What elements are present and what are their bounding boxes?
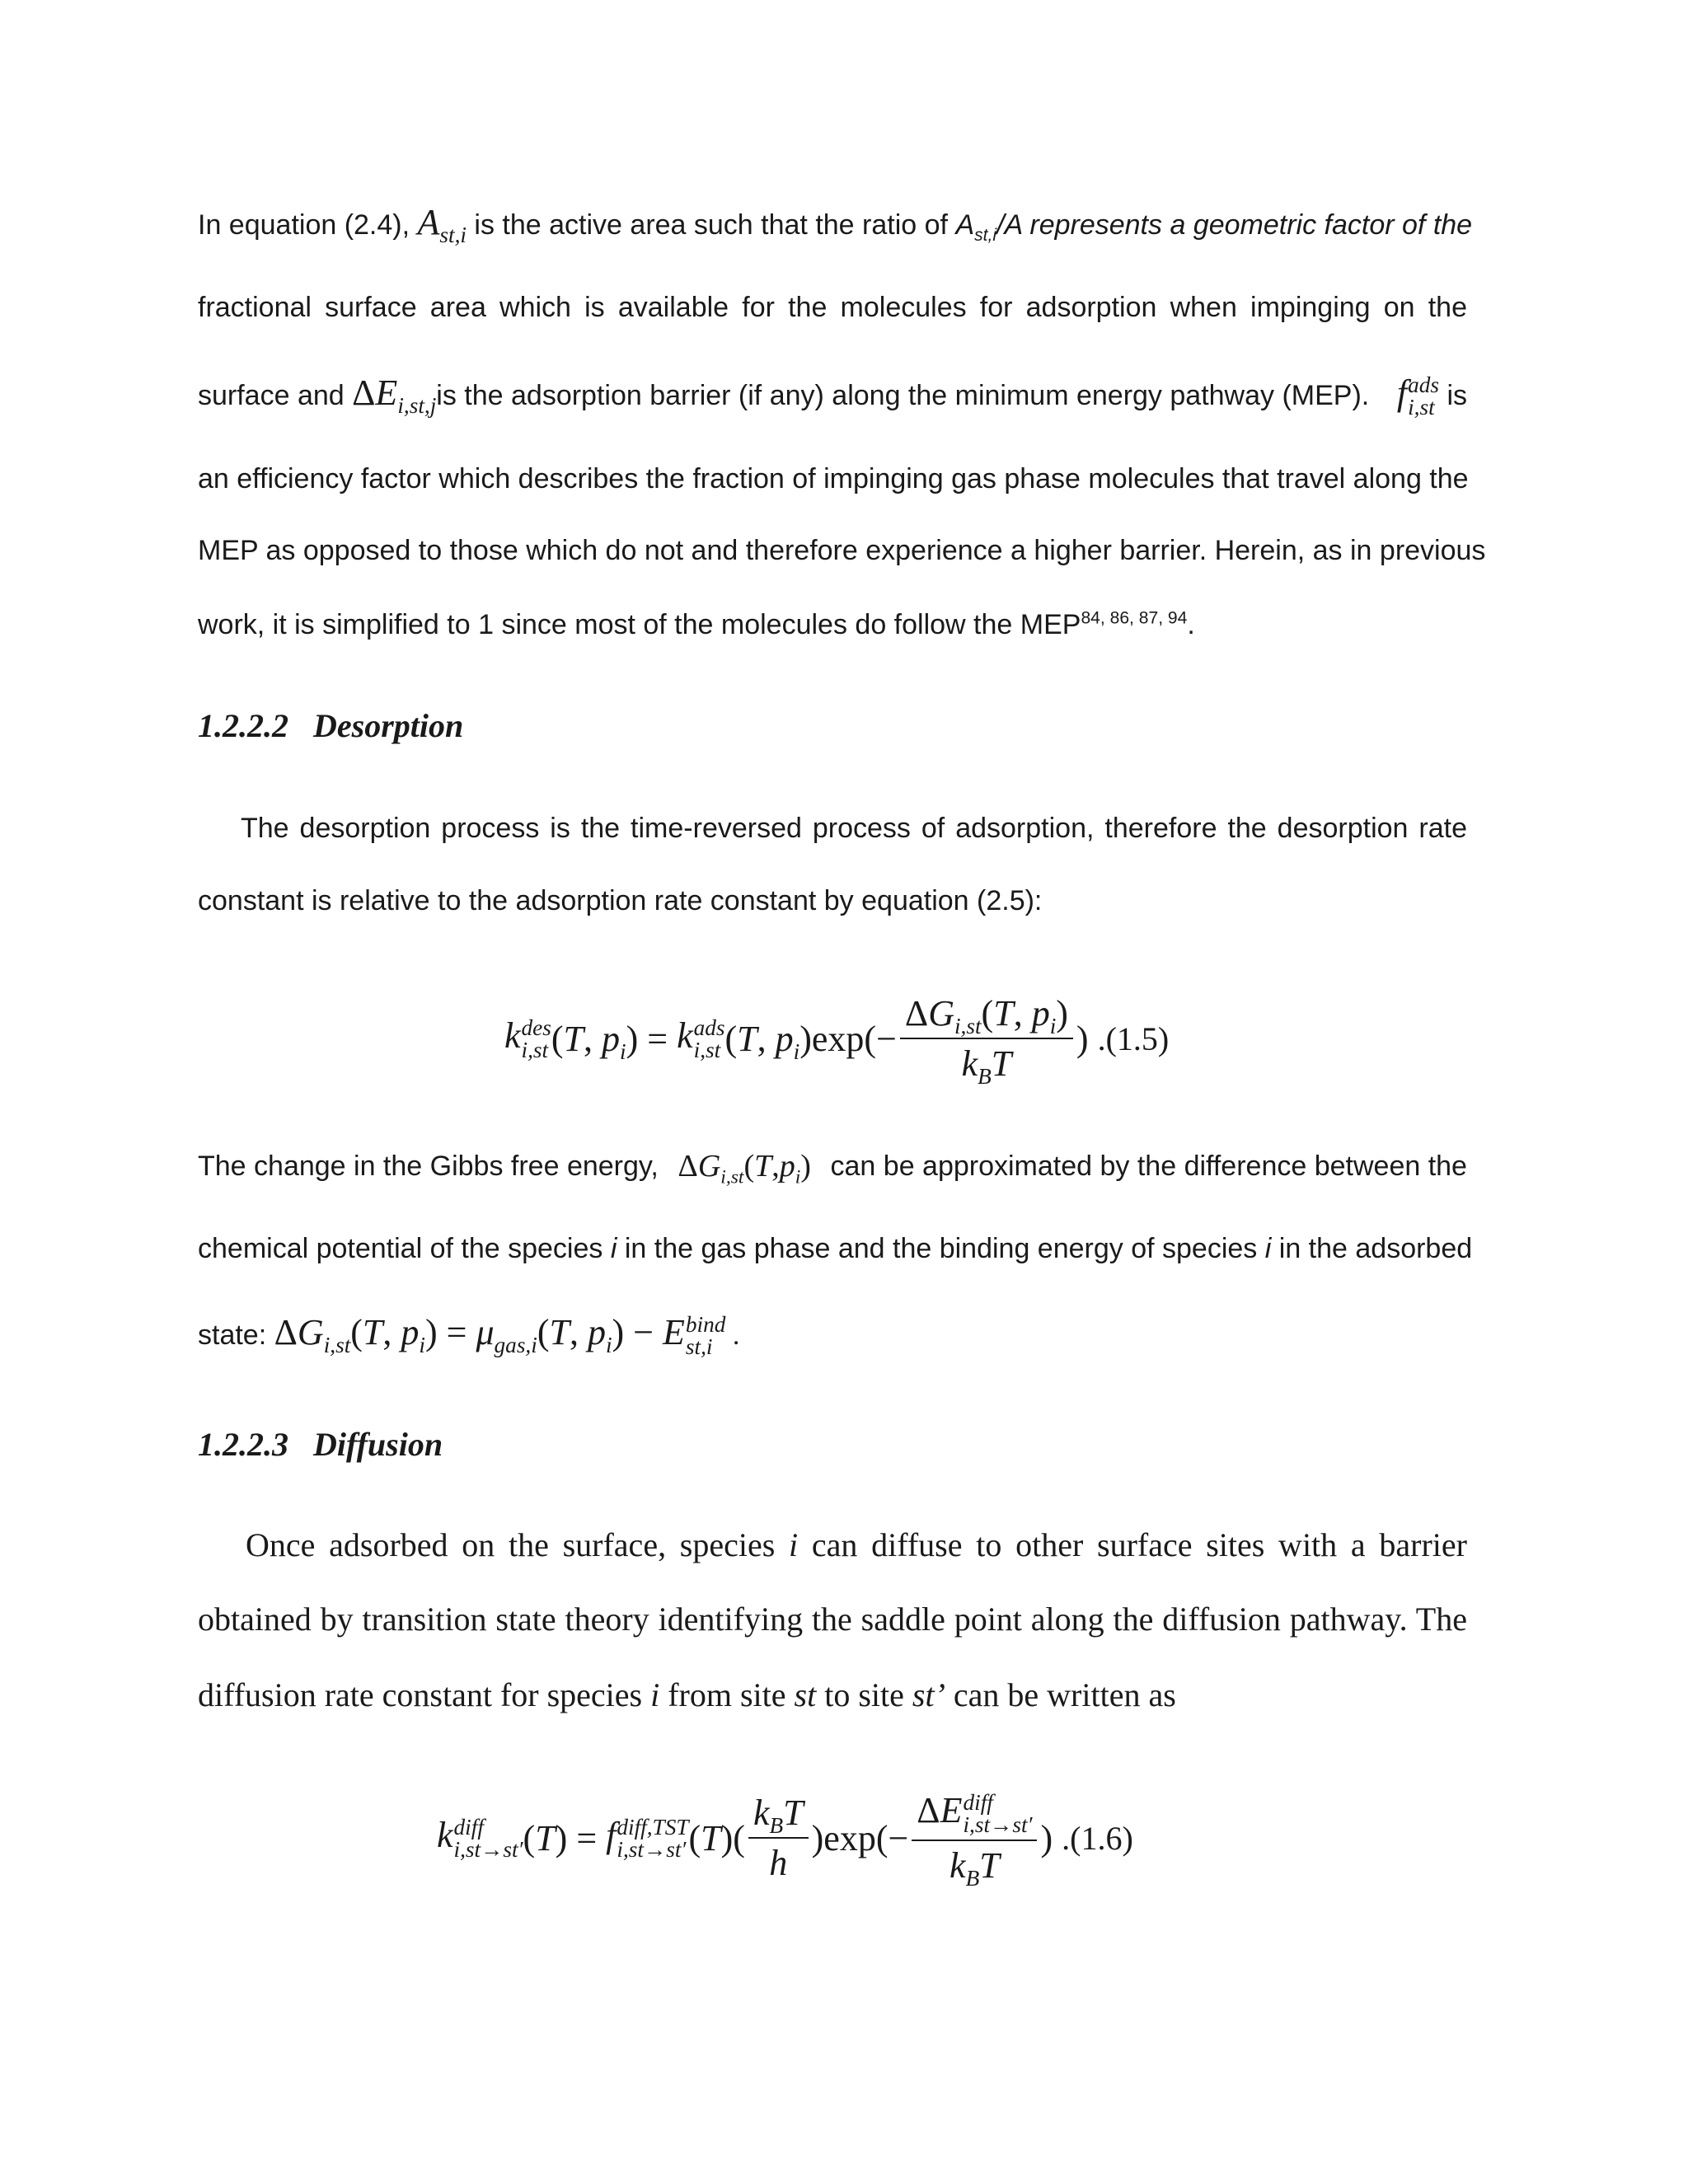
section-title: Diffusion [313, 1426, 443, 1463]
text-span: can be written as [945, 1676, 1176, 1713]
text-span: /A represents a geometric factor of the [996, 209, 1473, 241]
text-span: chemical potential of the species [198, 1233, 611, 1264]
text-span: st’ [912, 1676, 945, 1713]
paragraph-4-line-1 [246, 1525, 1467, 1566]
math-area-active: $A_{st,i}$ [417, 202, 467, 247]
section-heading-diffusion [198, 1424, 443, 1465]
text-span: work, it is simplified to 1 since most of the molecules do follow the MEP [198, 609, 1081, 640]
text-span: can diffuse to other surface sites with a barrier [798, 1526, 1467, 1563]
paragraph-1-line-1 [198, 202, 1473, 247]
text-span: A [955, 209, 975, 241]
section-number: 1.2.2.3 [198, 1426, 288, 1463]
text-span: from site [659, 1676, 795, 1713]
math-gibbs-delta: $\Delta G_{i,st}(T,p_i)$ [678, 1149, 811, 1188]
text-span: in the gas phase and the binding energy of species [617, 1233, 1265, 1264]
text-span: is the active area such that the ratio of [466, 209, 956, 241]
fraction: $\frac{\Delta G_{i,st}(T, p_i)}{k_BT}$ [900, 992, 1073, 1085]
math-gibbs-equation: $\Delta G_{i,st}(T$, $p_i) = \mu_{gas,i}(T$, $p_i) - E$ bind st,i [274, 1311, 726, 1359]
text-span: i [610, 1233, 617, 1264]
text-span: diffusion rate constant for species [198, 1676, 651, 1713]
paragraph-1-line-6 [198, 604, 1467, 645]
paragraph-3-line-1 [198, 1146, 1467, 1187]
text-span: In equation (2.4), [198, 209, 418, 241]
text-span: i [650, 1676, 660, 1713]
paragraph-4-line-3 [198, 1675, 1467, 1716]
citation-refs: 84, 86, 87, 94 [1081, 608, 1188, 628]
section-number: 1.2.2.2 [198, 707, 288, 744]
text-span: st [794, 1676, 817, 1713]
fraction: $\frac{k_BT}{h}$ [748, 1792, 809, 1884]
paragraph-1-line-5: MEP as opposed to those which do not and therefore experience a higher barrier. Herein, as in previous [198, 535, 1486, 566]
text-span: state: [198, 1319, 274, 1351]
paragraph-3-line-2 [198, 1228, 1473, 1269]
paragraph-1-line-4: an efficiency factor which describes the fraction of impinging gas phase molecules that travel along the [198, 463, 1469, 494]
paragraph-4-line-2: obtained by transition state theory identifying the saddle point along the diffusion pathway. The [198, 1601, 1467, 1638]
paragraph-2-line-1: The desorption process is the time-reversed process of adsorption, therefore the desorption rate [241, 813, 1467, 844]
text-span: The change in the Gibbs free energy, [198, 1151, 659, 1182]
fraction: ΔE diff i,st→st′ $k_BT$ [912, 1789, 1037, 1886]
text-span: Once adsorbed on the surface, species [246, 1526, 790, 1563]
text-span: can be approximated by the difference between the [830, 1151, 1467, 1182]
equation-number: .(1.6) [1062, 1819, 1133, 1857]
math-adsorption-barrier: $\Delta E_{i,st,j}$ [352, 373, 437, 418]
text-span: i [1264, 1233, 1272, 1264]
text-span: is [1447, 380, 1467, 411]
text-span: st,i [974, 225, 997, 245]
text-span: to site [816, 1676, 912, 1713]
paragraph-1-line-3 [198, 372, 1467, 419]
paragraph-3-line-3: state: $\Delta G_{i,st}(T$, $p_i) = \mu_{gas,i}(T$, $p_i) - E$ bind st,i . [198, 1311, 740, 1359]
text-span: is the adsorption barrier (if any) along the minimum energy pathway (MEP). [436, 380, 1370, 411]
equation-number: .(1.5) [1097, 1019, 1170, 1057]
text-span: i [789, 1526, 799, 1563]
text-span: surface and [198, 380, 353, 411]
equation-1-6: k diff i,st→st′ ( T ) = f diff,TST i,st→st′ ( T )( $\frac{k_BT}{h}$ )exp(− ΔE diff i,st→st′ $k_BT$ ) .(1.6) [437, 1789, 1133, 1891]
efficiency-factor-group [1397, 373, 1467, 419]
section-heading-desorption [198, 705, 463, 747]
section-title: Desorption [313, 707, 464, 744]
paragraph-1-line-2: fractional surface area which is available for the molecules for adsorption when impinging on the [198, 292, 1467, 323]
equation-1-5: k des i,st ( T , $p_i$ ) = k ads i,st ( T , $p_i$ ) exp(− $\frac{\Delta G_{i,st}(T, p_i)}{k_BT}$ ) .(1.5) [504, 993, 1170, 1089]
text-span: . [1187, 609, 1195, 640]
text-span: in the adsorbed [1271, 1233, 1473, 1264]
paragraph-2-line-2: constant is relative to the adsorption rate constant by equation (2.5): [198, 885, 1043, 916]
math-efficiency-factor: f ads i,st [1396, 372, 1439, 419]
